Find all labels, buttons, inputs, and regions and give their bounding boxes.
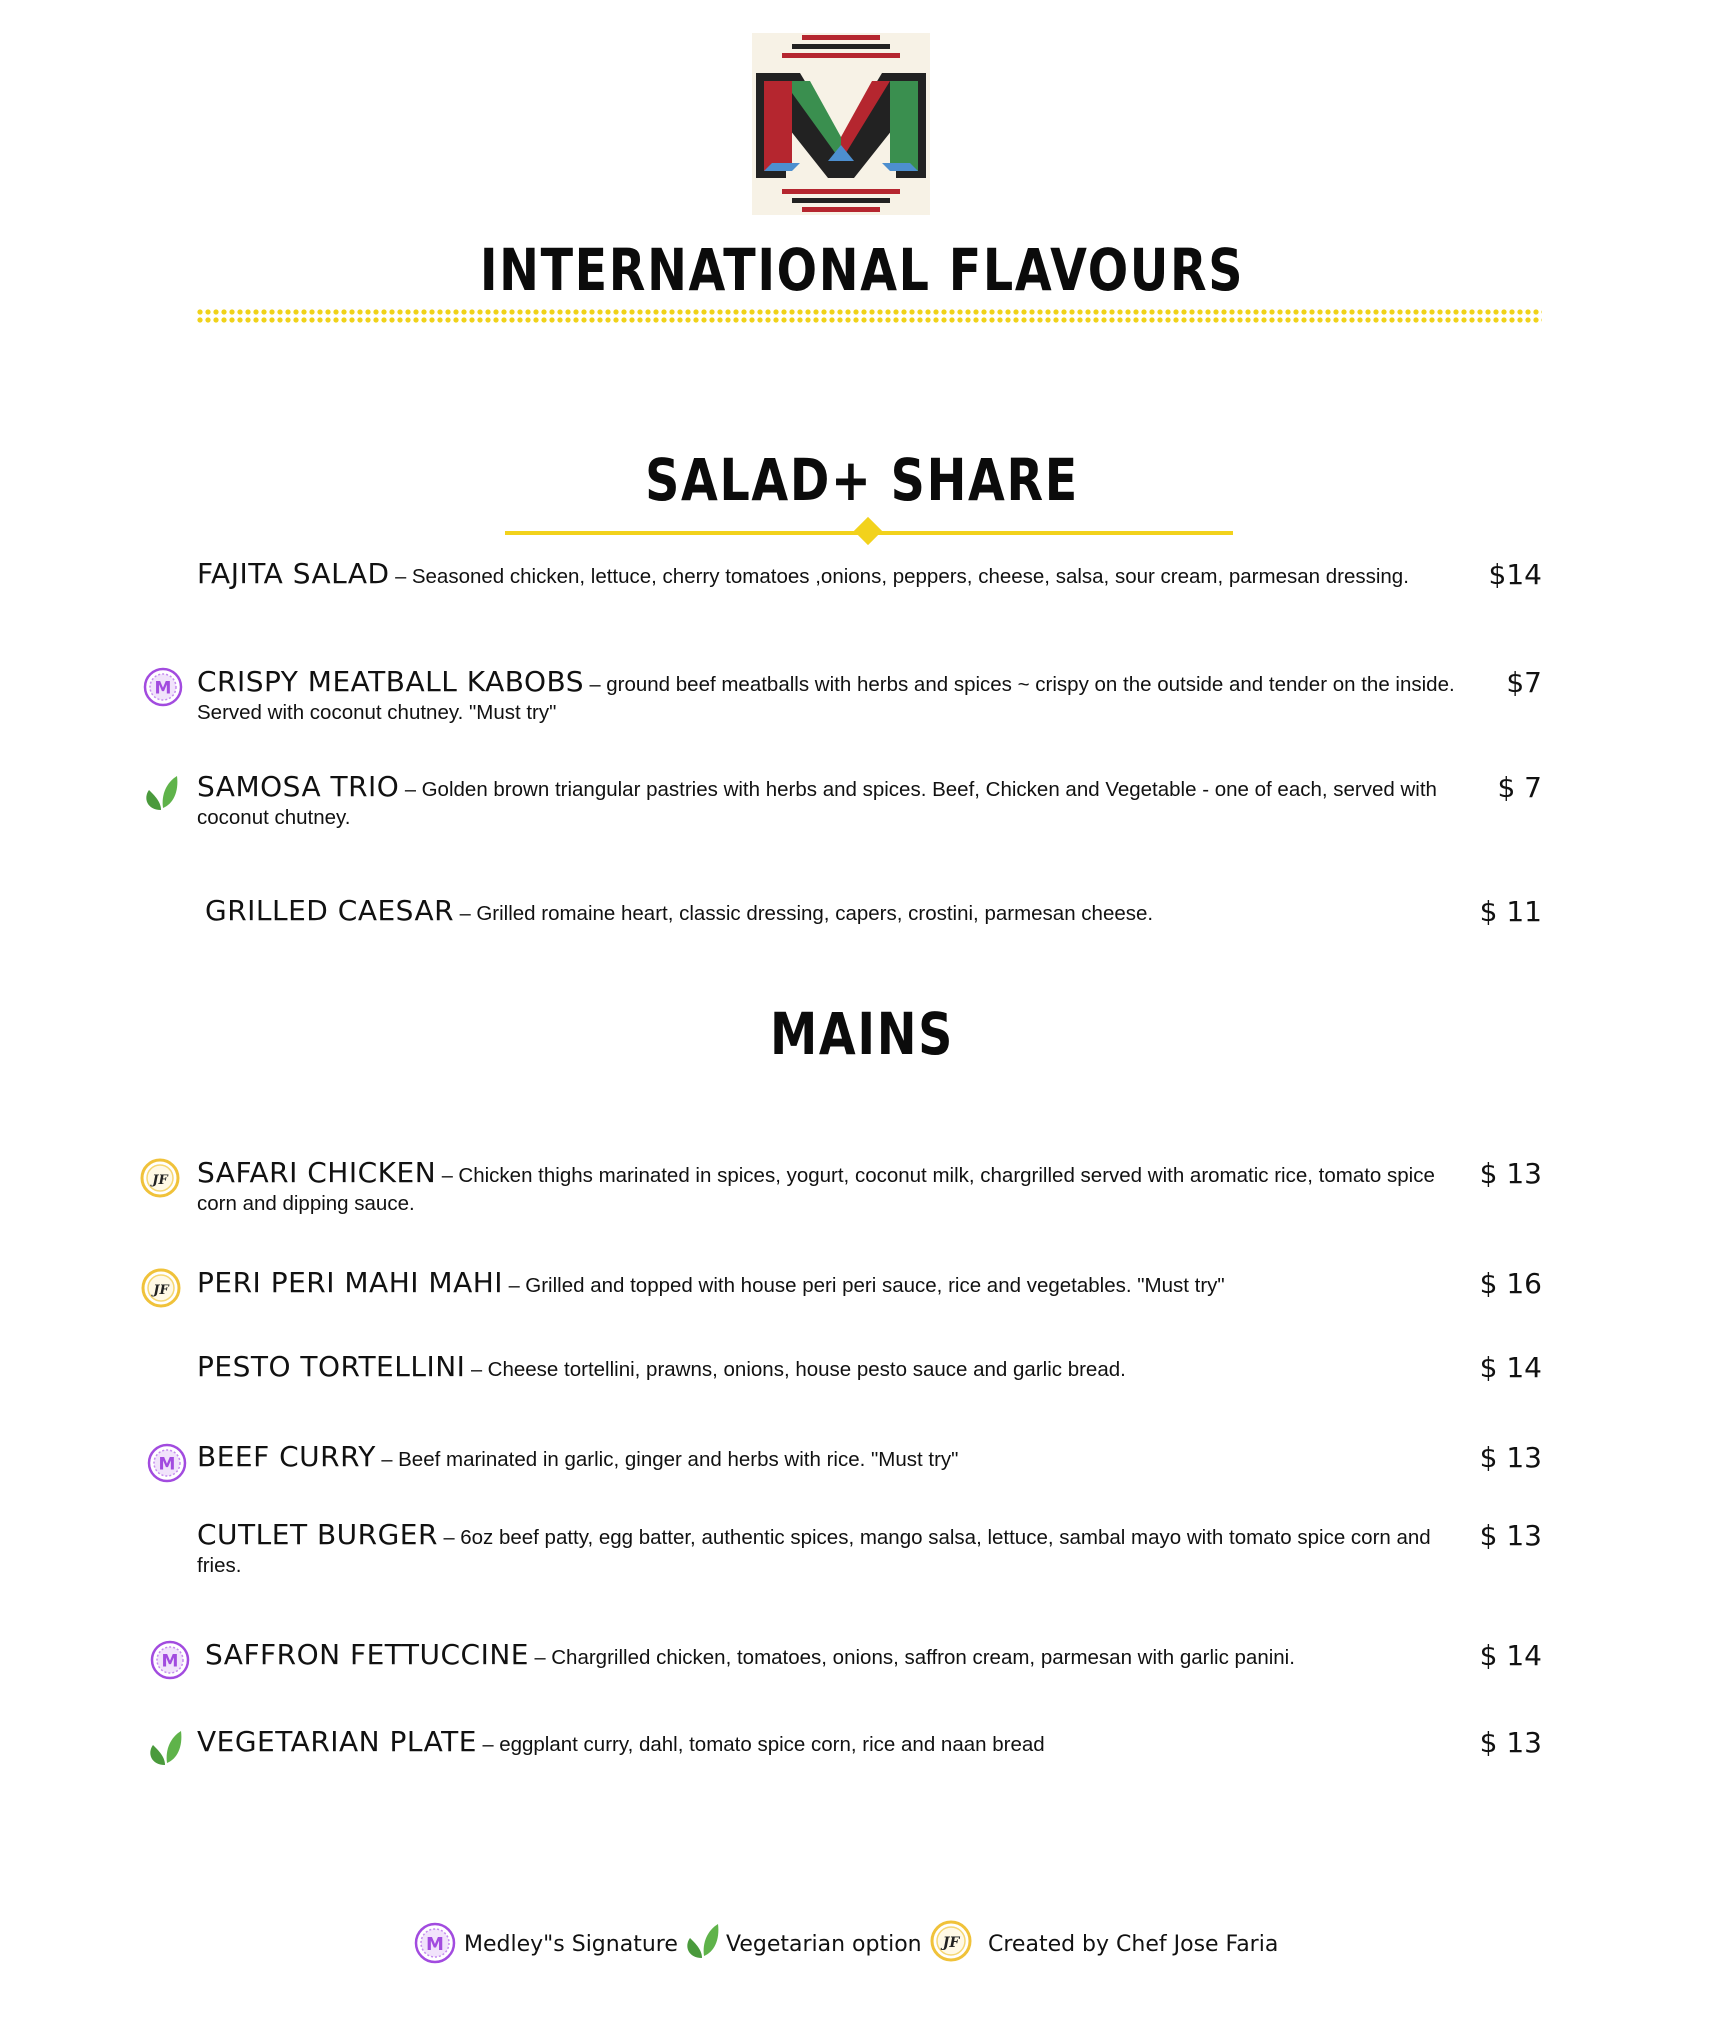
legend-signature-label: Medley"s Signature (464, 1932, 678, 1957)
menu-item-name: FAJITA SALAD (197, 557, 390, 590)
dotted-divider (196, 308, 1542, 324)
menu-item-description: ground beef meatballs with herbs and spices ~ crispy on the outside and tender on the inside. Served with coconut chutney. "Must try" (197, 673, 1455, 724)
menu-item-description: Chicken thighs marinated in spices, yogurt, coconut milk, chargrilled served with aromatic rice, tomato spice corn and dipping sauce. (197, 1164, 1435, 1215)
menu-item-price: $14 (1488, 558, 1542, 591)
signature-icon (150, 1640, 190, 1680)
menu-item-dash: – (437, 1527, 461, 1549)
menu-item-name: BEEF CURRY (197, 1440, 376, 1473)
menu-item-price: $ 14 (1479, 1351, 1542, 1384)
menu-item-name: GRILLED CAESAR (205, 894, 455, 927)
menu-item-price: $ 13 (1479, 1519, 1542, 1552)
svg-text:M: M (154, 678, 172, 699)
menu-item-price: $7 (1506, 666, 1542, 699)
legend-vegetarian-label: Vegetarian option (726, 1932, 922, 1957)
svg-text:M: M (158, 1454, 176, 1475)
menu-item-description: Chargrilled chicken, tomatoes, onions, saffron cream, parmesan with garlic panini. (551, 1646, 1295, 1669)
menu-item-dash: – (476, 1734, 500, 1756)
svg-text:JF: JF (942, 1935, 960, 1951)
menu-item-price: $ 16 (1479, 1267, 1542, 1300)
menu-item-name: SAFARI CHICKEN (197, 1156, 437, 1189)
menu-item-description: eggplant curry, dahl, tomato spice corn, rice and naan bread (499, 1733, 1045, 1756)
menu-item-dash: – (465, 1359, 488, 1381)
menu-item-name: SAMOSA TRIO (197, 770, 400, 803)
menu-item-fajita-salad (197, 557, 1455, 591)
svg-text:JF: JF (153, 1283, 169, 1298)
menu-item-name: PERI PERI MAHI MAHI (197, 1266, 504, 1299)
menu-item-description: Beef marinated in garlic, ginger and herbs with rice. "Must try" (398, 1448, 959, 1471)
menu-item-dash: – (503, 1275, 526, 1297)
menu-item-safari-chicken (197, 1156, 1455, 1218)
menu-item-price: $ 13 (1479, 1726, 1542, 1759)
medley-logo (752, 33, 930, 215)
menu-item-name: CUTLET BURGER (197, 1518, 438, 1551)
menu-item-dash: – (399, 779, 422, 801)
menu-item-peri-peri-mahi-mahi (197, 1266, 1455, 1300)
menu-item-description: 6oz beef patty, egg batter, authentic spices, mango salsa, lettuce, sambal mayo with tomato spice corn and fries. (197, 1526, 1431, 1577)
menu-item-price: $ 13 (1479, 1157, 1542, 1190)
menu-item-description: Grilled and topped with house peri peri sauce, rice and vegetables. "Must try" (525, 1274, 1225, 1297)
signature-icon (147, 1443, 187, 1483)
chef-icon (930, 1920, 972, 1962)
menu-item-dash: – (375, 1449, 399, 1471)
svg-text:M: M (426, 1934, 444, 1955)
menu-item-pesto-tortellini (197, 1350, 1455, 1384)
signature-icon (414, 1922, 456, 1964)
menu-item-name: CRISPY MEATBALL KABOBS (197, 665, 584, 698)
menu-item-name: PESTO TORTELLINI (197, 1350, 466, 1383)
menu-item-grilled-caesar (205, 894, 1463, 928)
menu-item-description: Cheese tortellini, prawns, onions, house pesto sauce and garlic bread. (487, 1358, 1126, 1381)
menu-item-dash: – (529, 1647, 552, 1669)
legend-chef-label: Created by Chef Jose Faria (988, 1932, 1279, 1957)
legend (0, 1922, 1724, 1972)
menu-item-beef-curry (197, 1440, 1455, 1474)
page-title: INTERNATIONAL FLAVOURS (479, 236, 1245, 304)
menu-item-vegetarian-plate (197, 1725, 1455, 1759)
menu-item-dash: – (583, 674, 607, 696)
leaf-icon (678, 1920, 720, 1962)
menu-item-cutlet-burger (197, 1518, 1455, 1580)
leaf-icon (143, 1727, 183, 1767)
menu-item-dash: – (389, 566, 412, 588)
menu-item-dash: – (454, 903, 477, 925)
menu-item-name: SAFFRON FETTUCCINE (205, 1638, 529, 1671)
menu-item-description: Seasoned chicken, lettuce, cherry tomatoes ,onions, peppers, cheese, salsa, sour cream, parmesan dressing. (411, 565, 1409, 588)
svg-text:M: M (161, 1651, 179, 1672)
menu-item-samosa-trio (197, 770, 1455, 832)
leaf-icon (139, 772, 179, 812)
section-heading-mains: MAINS (769, 1000, 955, 1068)
svg-text:JF: JF (152, 1173, 168, 1188)
menu-item-name: VEGETARIAN PLATE (197, 1725, 477, 1758)
section-heading-salad-share: SALAD+ SHARE (645, 446, 1079, 514)
menu-item-saffron-fettuccine (205, 1638, 1463, 1672)
chef-icon (141, 1268, 181, 1308)
menu-item-crispy-meatball-kabobs (197, 665, 1455, 727)
menu-item-description: Golden brown triangular pastries with herbs and spices. Beef, Chicken and Vegetable - one of each, served with coconut chutney. (197, 778, 1437, 829)
menu-item-price: $ 14 (1479, 1639, 1542, 1672)
chef-icon (140, 1158, 180, 1198)
menu-item-description: Grilled romaine heart, classic dressing, capers, crostini, parmesan cheese. (476, 902, 1154, 925)
menu-item-price: $ 7 (1497, 771, 1542, 804)
menu-item-price: $ 13 (1479, 1441, 1542, 1474)
section-divider-diamond (854, 517, 882, 545)
menu-item-dash: – (436, 1165, 459, 1187)
menu-item-price: $ 11 (1479, 895, 1542, 928)
signature-icon (143, 667, 183, 707)
